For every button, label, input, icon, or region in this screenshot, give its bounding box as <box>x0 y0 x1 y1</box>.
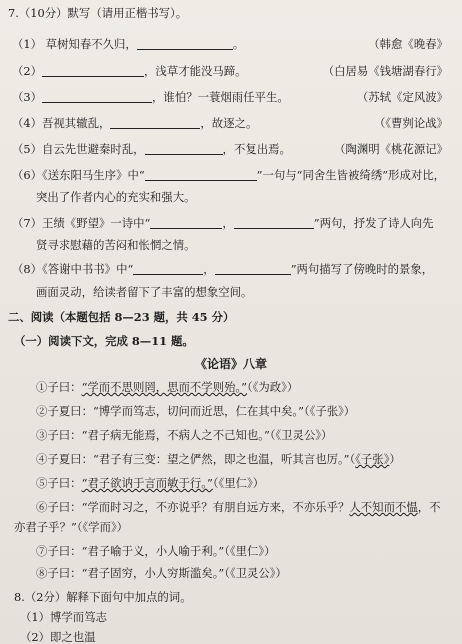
q7-item-2: （2） ，浅草才能没马蹄。 <box>12 64 247 78</box>
answer-blank[interactable] <box>215 274 291 275</box>
passage-line-7: ⑦子曰：“君子喻于义，小人喻于利。”（《里仁》） <box>36 544 276 558</box>
answer-blank[interactable] <box>110 128 200 129</box>
passage-title: 《论语》八章 <box>194 357 267 371</box>
answer-blank[interactable] <box>133 274 203 275</box>
q7-item-3-source: （苏轼《定风波》 <box>356 90 448 104</box>
q7-item-8: （8）《答谢中书书》中“ ， ”两句描写了傍晚时的景象， <box>12 262 434 276</box>
q7-item-1-source: （韩愈《晚春》 <box>368 37 448 51</box>
section-2-header: 二、阅读（本题包括 8—23 题，共 45 分） <box>8 310 235 324</box>
passage-line-3: ③子曰：“君子病无能焉，不病人之不己知也。”（《卫灵公》） <box>36 428 333 442</box>
q8-item-2: （2）即之也温 <box>20 630 96 644</box>
passage-line-2: ②子夏曰：“博学而笃志，切问而近思，仁在其中矣。”（《子张》） <box>36 404 356 418</box>
passage-line-5: ⑤子曰：“君子欲讷于言而敏于行。”（《里仁》） <box>36 476 265 490</box>
q8-item-1: （1）博学而笃志 <box>20 610 107 624</box>
answer-blank[interactable] <box>150 228 222 229</box>
q7-header: 7.（10分）默写（请用正楷书写）。 <box>8 6 188 20</box>
answer-blank[interactable] <box>145 180 257 181</box>
passage-line-4: ④子夏曰：“君子有三变：望之俨然，即之也温，听其言也厉。”（《子张》） <box>36 452 401 466</box>
passage-line-6-continued: 亦君子乎？”（《学而》） <box>14 520 129 534</box>
section-2-subheader: （一）阅读下文，完成 8—11 题。 <box>14 334 194 348</box>
q7-item-5-source: （陶渊明《桃花源记》 <box>334 142 448 156</box>
q7-item-7-continued: 贤寻求慰藉的苦闷和怅惘之情。 <box>36 238 196 252</box>
answer-blank[interactable] <box>137 49 233 50</box>
answer-blank[interactable] <box>42 102 152 103</box>
answer-blank[interactable] <box>145 154 223 155</box>
q7-item-7: （7）王绩《野望》一诗中“ ， ”两句，抒发了诗人向先 <box>12 216 434 230</box>
q7-item-2-source: （白居易《钱塘湖春行》 <box>322 64 448 78</box>
q7-item-4-source: （《曹刿论战》 <box>373 116 448 130</box>
answer-blank[interactable] <box>42 76 144 77</box>
passage-line-6: ⑥子曰：“学而时习之，不亦说乎？有朋自远方来，不亦乐乎？人不知而不愠，不 <box>36 500 441 514</box>
q7-item-3: （3） ，谁怕？一蓑烟雨任平生。 <box>12 90 289 104</box>
passage-line-8: ⑧子曰：“君子固穷，小人穷斯滥矣。”（《卫灵公》） <box>36 566 287 580</box>
q7-item-6: （6）《送东阳马生序》中“ ”一句与“同舍生皆被绮绣”形成对比， <box>12 168 446 182</box>
passage-line-1: ①子曰：“学而不思则罔，思而不学则殆。”（《为政》） <box>36 380 299 394</box>
q7-item-4: （4）吾视其辙乱， ，故逐之。 <box>12 116 258 130</box>
q8-header: 8.（2分）解释下面句中加点的词。 <box>14 590 192 604</box>
q7-item-1: （1） 草树知春不久归， 。 <box>12 37 245 51</box>
q7-item-8-continued: 画面灵动，给读者留下了丰富的想象空间。 <box>36 285 253 299</box>
q7-item-6-continued: 突出了作者内心的充实和强大。 <box>36 190 196 204</box>
q7-item-5: （5）自云先世避秦时乱， ，不复出焉。 <box>12 142 291 156</box>
answer-blank[interactable] <box>234 228 314 229</box>
